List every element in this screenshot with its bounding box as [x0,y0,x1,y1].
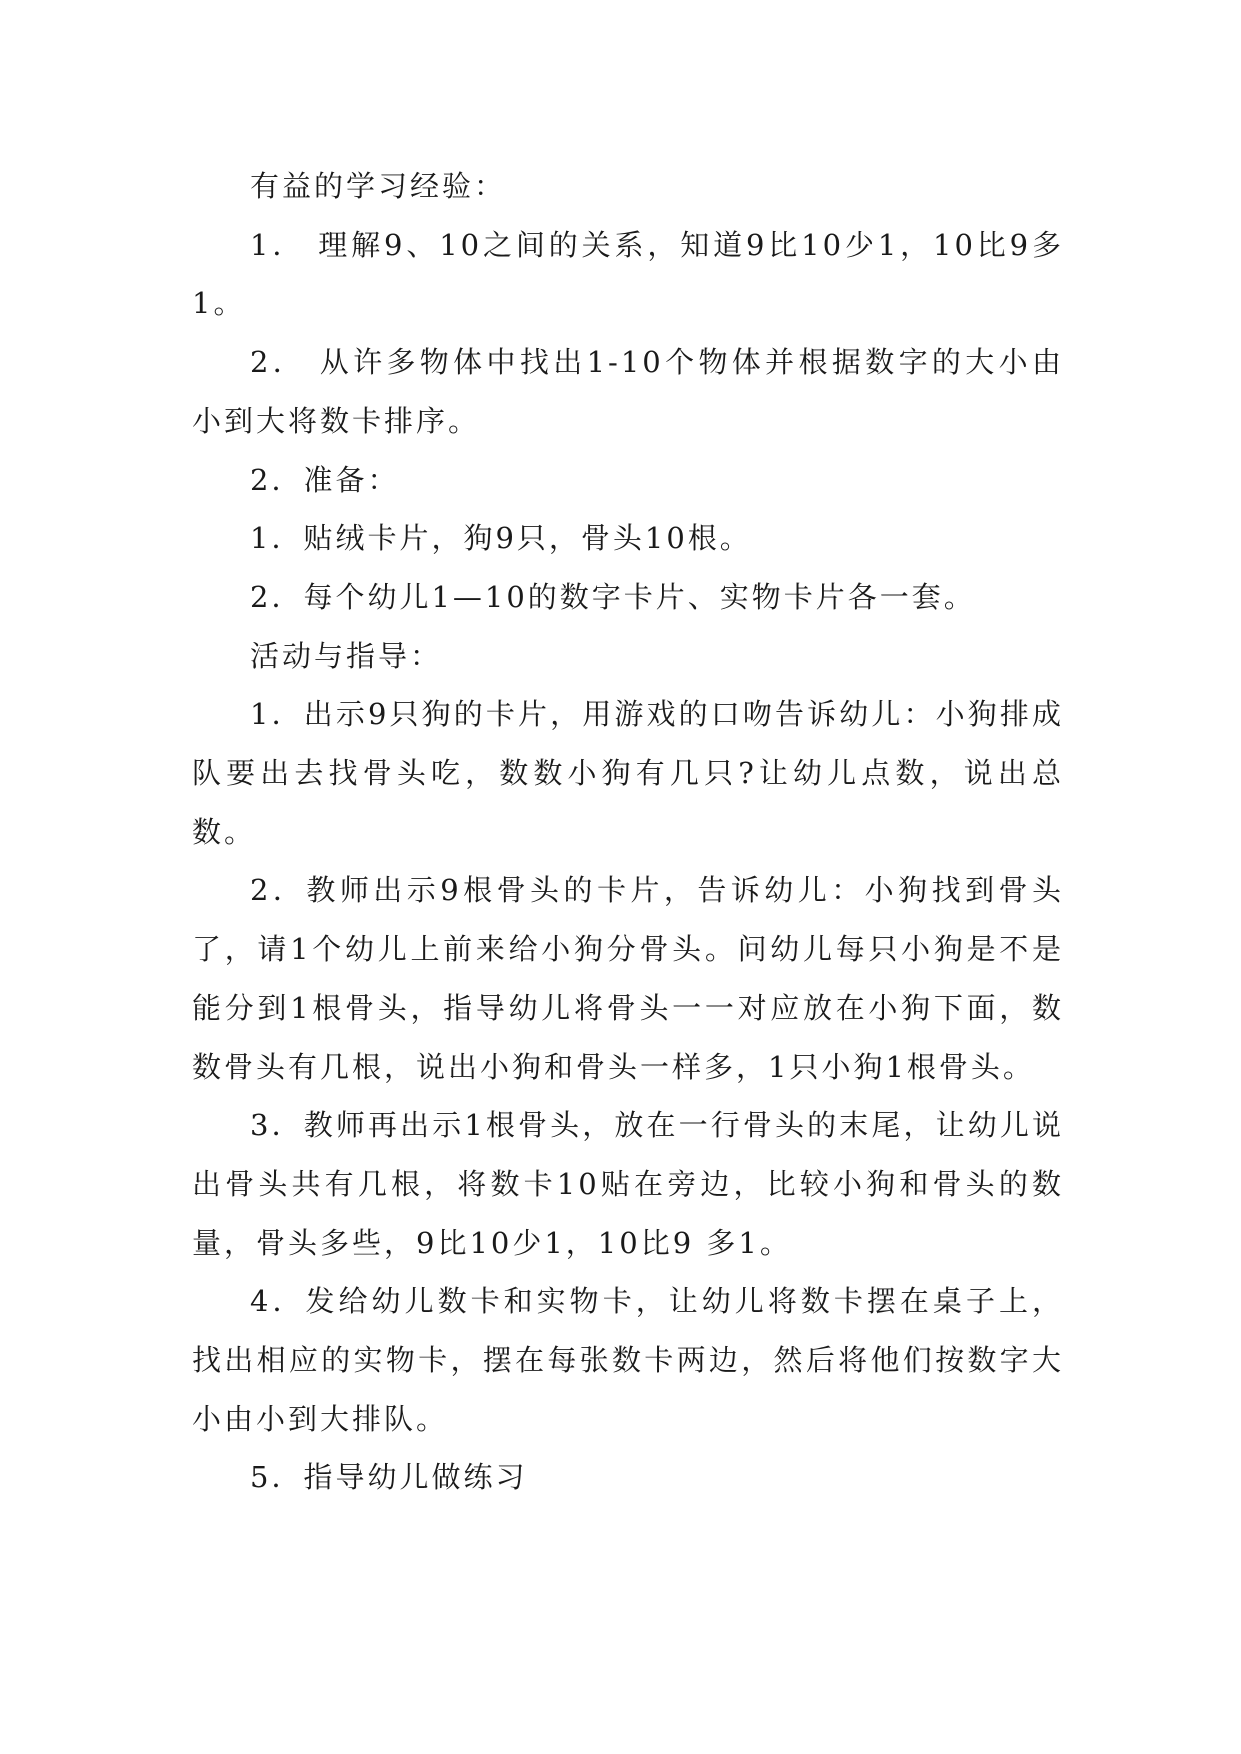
heading-preparation: 2．准备： [250,462,400,497]
activity-step-4: 4．发给幼儿数卡和实物卡，让幼儿将数卡摆在桌子上，找出相应的实物卡，摆在每张数卡两边，然后将他们按数字大小由小到大排队。 [192,1284,1064,1436]
goal-item-2: 2． 从许多物体中找出1-10个物体并根据数字的大小由小到大将数卡排序。 [192,345,1064,438]
activity-step-5: 5．指导幼儿做练习 [250,1460,528,1495]
heading-activity-guidance: 活动与指导： [250,638,443,673]
preparation-item-1: 1．贴绒卡片，狗9只，骨头10根。 [250,521,752,556]
activity-step-1: 1．出示9只狗的卡片，用游戏的口吻告诉幼儿：小狗排成队要出去找骨头吃，数数小狗有几只?让幼儿点数，说出总数。 [192,697,1064,849]
heading-learning-experience: 有益的学习经验： [250,169,507,203]
document-body [192,157,1064,1507]
activity-step-3: 3．教师再出示1根骨头，放在一行骨头的末尾，让幼儿说出骨头共有几根，将数卡10贴在旁边，比较小狗和骨头的数量，骨头多些，9比10少1，10比9 多1。 [192,1108,1064,1260]
activity-step-2: 2．教师出示9根骨头的卡片，告诉幼儿：小狗找到骨头了，请1个幼儿上前来给小狗分骨头。问幼儿每只小狗是不是能分到1根骨头，指导幼儿将骨头一一对应放在小狗下面，数数骨头有几根，说出小狗和骨头一样多，1只小狗1根骨头。 [192,873,1064,1084]
goal-item-1: 1． 理解9、10之间的关系，知道9比10少1，10比9多1。 [192,227,1064,321]
preparation-item-2: 2．每个幼儿1—10的数字卡片、实物卡片各一套。 [250,579,976,614]
